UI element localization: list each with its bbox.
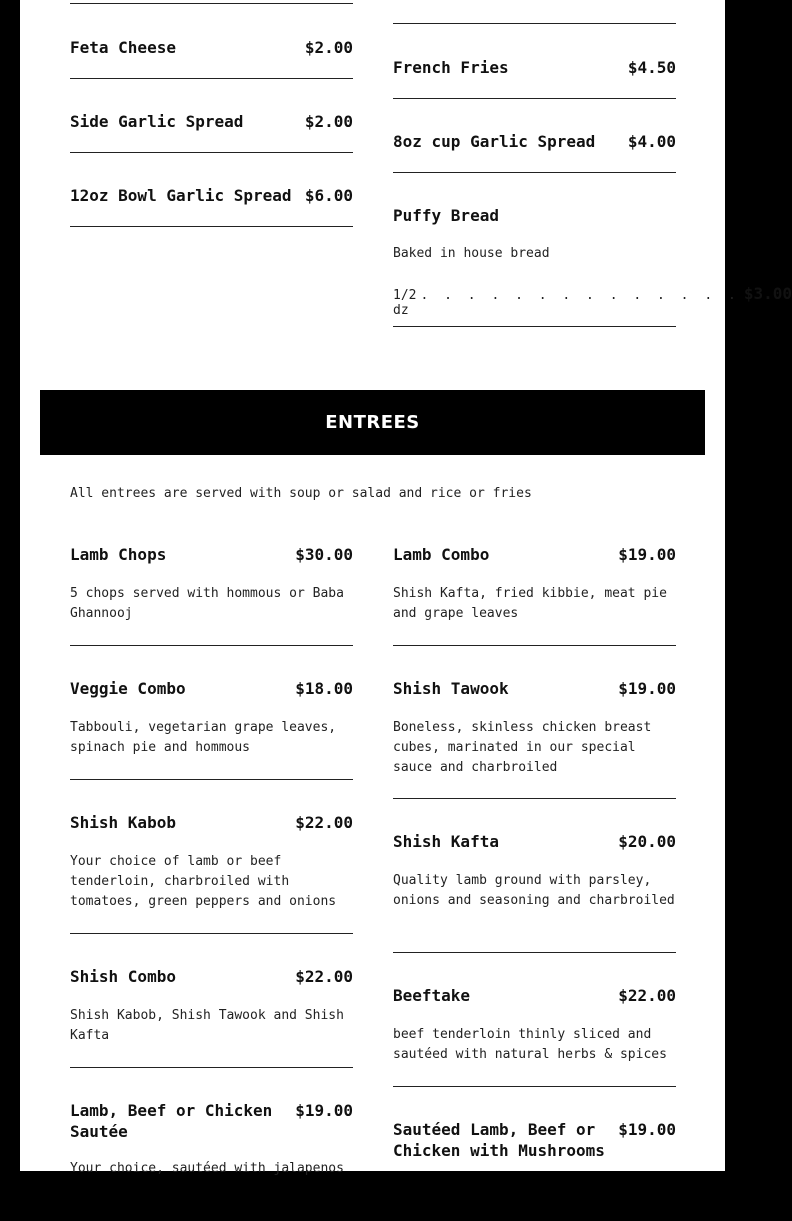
size-label: 1/2 dz: [393, 288, 417, 318]
menu-item: [393, 1119, 676, 1199]
item-name: Beeftake: [393, 986, 471, 1005]
divider: [393, 23, 676, 24]
divider: [70, 3, 353, 4]
item-desc: Your choice of lamb or beef tenderloin, charbroiled with tomatoes, green peppers and onions: [70, 854, 337, 909]
menu-item: [393, 131, 676, 173]
item-name: Shish Tawook: [393, 679, 509, 698]
item-desc: Shish Kabob, Shish Tawook and Shish Kafta: [70, 1008, 344, 1043]
item-name: Veggie Combo: [70, 679, 186, 698]
item-name: Shish Combo: [70, 967, 176, 986]
item-name: Feta Cheese: [70, 38, 176, 57]
menu-item: [393, 678, 676, 799]
item-price: $30.00: [295, 545, 353, 564]
item-price: $2.00: [304, 112, 353, 131]
menu-item: [393, 544, 676, 646]
item-name: Shish Kabob: [70, 813, 176, 832]
section-header-entrees: ENTREES: [40, 390, 705, 455]
sides-left-column: [70, 37, 353, 227]
item-name: Lamb Combo: [393, 545, 490, 564]
item-name: Shish Kafta: [393, 832, 499, 851]
item-desc: 5 chops served with hommous or Baba Ghannooj: [70, 586, 344, 621]
item-desc: Tabbouli, vegetarian grape leaves, spinach pie and hommous: [70, 720, 337, 755]
item-desc: beef tenderloin thinly sliced and sautéed with natural herbs & spices: [393, 1027, 667, 1062]
item-name: French Fries: [393, 58, 509, 77]
menu-item: [70, 812, 353, 934]
menu-page: [20, 0, 792, 1176]
menu-item: [393, 831, 676, 953]
item-price: $22.00: [295, 967, 353, 986]
menu-item: [70, 37, 353, 79]
item-price: $2.00: [304, 38, 353, 57]
menu-item-puffy-bread: [393, 205, 792, 327]
item-price: $6.00: [304, 186, 353, 205]
item-desc: Your choice, sautéed with jalapenos: [70, 1161, 344, 1176]
item-name: Lamb, Beef or Chicken Sautée: [70, 1101, 273, 1141]
menu-item: [70, 678, 353, 780]
item-price: $22.00: [618, 986, 676, 1005]
entrees-left-column: [70, 544, 353, 1221]
menu-item: [70, 185, 353, 227]
menu-item: [70, 544, 353, 646]
item-name: 12oz Bowl Garlic Spread: [70, 186, 292, 205]
item-price: $20.00: [618, 832, 676, 851]
item-name: Puffy Bread: [393, 206, 499, 225]
menu-item: [393, 57, 676, 99]
item-price: $4.50: [627, 58, 676, 77]
item-price: $4.00: [627, 132, 676, 151]
item-price: $19.00: [618, 1120, 676, 1139]
menu-item: [70, 966, 353, 1068]
dot-leader: . . . . . . . . . . . . . .: [420, 288, 740, 303]
item-name: Sautéed Lamb, Beef or Chicken with Mushrooms: [393, 1120, 605, 1160]
item-desc: Shish Kafta, fried kibbie, meat pie and grape leaves: [393, 586, 667, 621]
item-name: Side Garlic Spread: [70, 112, 244, 131]
item-price: $19.00: [295, 1101, 353, 1120]
menu-item: [70, 111, 353, 153]
item-price: $22.00: [295, 813, 353, 832]
item-desc: Baked in house bread: [393, 246, 550, 261]
item-price: $18.00: [295, 679, 353, 698]
item-price: $19.00: [618, 679, 676, 698]
item-price: $19.00: [618, 545, 676, 564]
sides-right-column: [393, 57, 792, 327]
item-name: 8oz cup Garlic Spread: [393, 132, 596, 151]
section-note: All entrees are served with soup or salad and rice or fries: [70, 486, 532, 501]
item-desc: Boneless, skinless chicken breast cubes, marinated in our special sauce and charbroiled: [393, 720, 652, 775]
entrees-right-column: [393, 544, 676, 1199]
item-desc: Quality lamb ground with parsley, onions and seasoning and charbroiled: [393, 873, 675, 908]
item-price: $3.00: [743, 284, 792, 303]
menu-item: [393, 985, 676, 1087]
size-price-row: [393, 284, 792, 318]
menu-item: [70, 1100, 353, 1221]
item-name: Lamb Chops: [70, 545, 167, 564]
